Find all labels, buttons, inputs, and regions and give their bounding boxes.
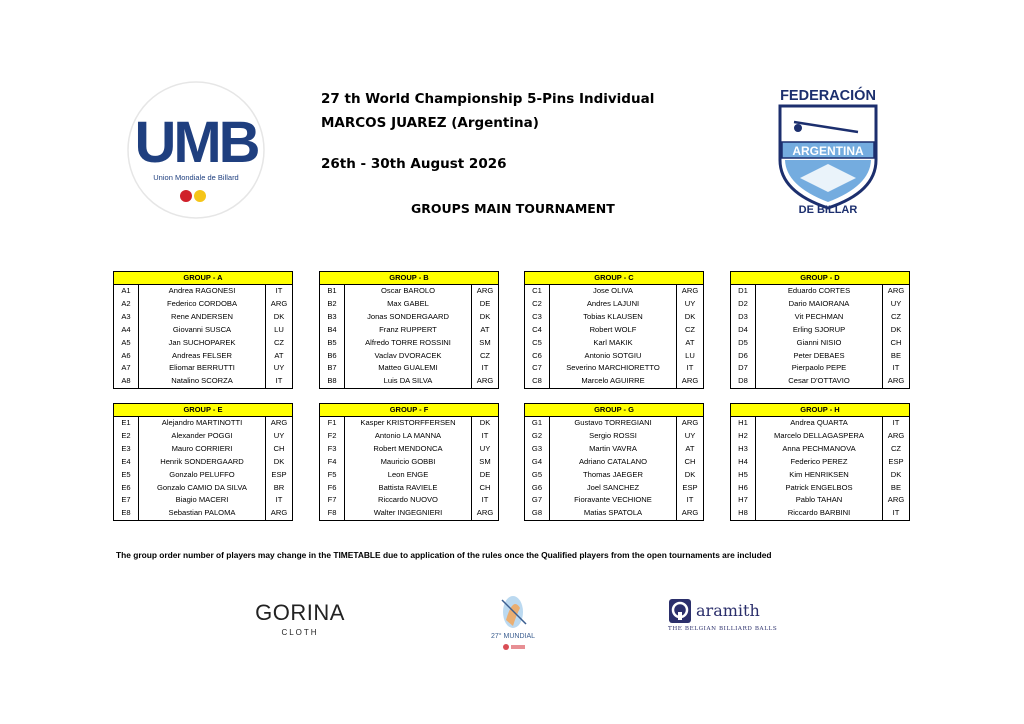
player-seed: E6: [114, 482, 139, 495]
player-seed: A4: [114, 324, 139, 337]
player-nation: IT: [677, 494, 704, 507]
player-seed: B7: [320, 362, 345, 375]
player-nation: CH: [883, 337, 910, 350]
aramith-logo: [668, 598, 808, 638]
player-row: [114, 494, 292, 507]
player-row: [320, 362, 498, 375]
player-name: Jonas SONDERGAARD: [367, 311, 449, 321]
player-nation: CH: [472, 482, 499, 495]
player-row: [731, 324, 909, 337]
fab-band-text: ARGENTINA: [792, 144, 864, 158]
player-nation: ARG: [472, 507, 499, 520]
player-row: [320, 494, 498, 507]
player-name: Martin VAVRA: [589, 443, 637, 453]
player-seed: C7: [525, 362, 550, 375]
player-name: Andreas FELSER: [172, 350, 232, 360]
player-row: [731, 482, 909, 495]
player-seed: B1: [320, 285, 345, 298]
group-title: GROUP - A: [114, 272, 292, 285]
player-nation: ARG: [883, 430, 910, 443]
player-seed: E7: [114, 494, 139, 507]
player-seed: G7: [525, 494, 550, 507]
player-name: Natalino SCORZA: [171, 376, 233, 386]
player-seed: G6: [525, 482, 550, 495]
player-row: [320, 324, 498, 337]
player-row: [731, 456, 909, 469]
player-row: [525, 507, 703, 520]
player-row: [114, 285, 292, 298]
fab-top-text: FEDERACIÓN: [780, 88, 876, 104]
player-seed: H8: [731, 507, 756, 520]
player-nation: AT: [677, 443, 704, 456]
player-name: Antonio LA MANNA: [374, 430, 442, 440]
player-seed: H4: [731, 456, 756, 469]
player-row: [320, 456, 498, 469]
player-row: [731, 443, 909, 456]
group-table: [113, 403, 293, 521]
player-nation: DE: [472, 298, 499, 311]
player-seed: C2: [525, 298, 550, 311]
player-name: Vaclav DVORACEK: [374, 350, 442, 360]
player-seed: A6: [114, 350, 139, 363]
player-seed: C6: [525, 350, 550, 363]
player-seed: D6: [731, 350, 756, 363]
player-row: [320, 443, 498, 456]
group-title: GROUP - B: [320, 272, 498, 285]
player-seed: B6: [320, 350, 345, 363]
player-nation: AT: [677, 337, 704, 350]
player-seed: A1: [114, 285, 139, 298]
gorina-sub: CLOTH: [281, 628, 319, 637]
player-name: Andrea RAGONESI: [168, 286, 236, 295]
player-name: Eduardo CORTES: [787, 286, 851, 295]
player-seed: D3: [731, 311, 756, 324]
player-seed: H5: [731, 469, 756, 482]
player-seed: D5: [731, 337, 756, 350]
player-nation: IT: [472, 494, 499, 507]
player-seed: A7: [114, 362, 139, 375]
player-row: [525, 311, 703, 324]
player-name: Severino MARCHIORETTO: [566, 363, 660, 373]
player-name: Thomas JAEGER: [583, 469, 643, 479]
player-name: Anna PECHMANOVA: [782, 443, 856, 453]
player-seed: C8: [525, 375, 550, 388]
player-nation: IT: [883, 417, 910, 430]
player-name: Andres LAJUNI: [586, 298, 640, 308]
player-seed: B5: [320, 337, 345, 350]
player-name: Tobias KLAUSEN: [583, 311, 643, 321]
fab-bottom-text: DE BILLAR: [798, 204, 858, 216]
player-name: Marcelo DELLAGASPERA: [774, 430, 864, 440]
group-table: [730, 403, 910, 521]
player-seed: A2: [114, 298, 139, 311]
player-nation: DK: [266, 456, 293, 469]
player-nation: BE: [883, 350, 910, 363]
section-heading: GROUPS MAIN TOURNAMENT: [411, 201, 615, 216]
group-title: GROUP - D: [731, 272, 909, 285]
player-nation: SM: [472, 456, 499, 469]
group-title: GROUP - G: [525, 404, 703, 417]
player-nation: UY: [266, 430, 293, 443]
player-seed: H2: [731, 430, 756, 443]
player-nation: DK: [472, 417, 499, 430]
player-name: Antonio SOTGIU: [584, 350, 642, 360]
player-name: Kim HENRIKSEN: [789, 469, 849, 479]
player-seed: H7: [731, 494, 756, 507]
player-name: Gianni NISIO: [796, 337, 842, 347]
player-seed: C5: [525, 337, 550, 350]
player-row: [114, 350, 292, 363]
group-title: GROUP - H: [731, 404, 909, 417]
player-name: Robert MENDONCA: [373, 443, 443, 453]
player-row: [525, 494, 703, 507]
player-name: Luis DA SILVA: [383, 376, 433, 386]
player-nation: LU: [677, 350, 704, 363]
player-name: Eliomar BERRUTTI: [169, 363, 235, 373]
player-name: Erling SJORUP: [792, 324, 846, 334]
player-row: [114, 362, 292, 375]
player-row: [525, 469, 703, 482]
player-nation: IT: [472, 430, 499, 443]
player-row: [525, 362, 703, 375]
player-name: Peter DEBAES: [793, 350, 845, 360]
player-name: Cesar D'OTTAVIO: [788, 376, 850, 386]
group-table: [524, 403, 704, 521]
player-nation: UY: [677, 298, 704, 311]
player-nation: ARG: [472, 285, 499, 298]
player-nation: IT: [677, 362, 704, 375]
player-name: Gustavo TORREGIANI: [574, 418, 652, 427]
player-row: [731, 311, 909, 324]
player-name: Biagio MACERI: [175, 495, 229, 505]
player-row: [114, 337, 292, 350]
player-nation: DK: [266, 311, 293, 324]
umb-text: Union Mondiale de Billard: [153, 173, 239, 182]
player-nation: IT: [266, 285, 293, 298]
player-name: Karl MAKIK: [593, 337, 633, 347]
fab-logo: [772, 80, 884, 216]
player-nation: ARG: [883, 494, 910, 507]
group-table: [319, 271, 499, 389]
player-nation: AT: [472, 324, 499, 337]
player-nation: IT: [266, 494, 293, 507]
player-row: [320, 417, 498, 430]
player-nation: IT: [266, 375, 293, 388]
player-name: Gonzalo CAMIO DA SILVA: [156, 482, 248, 492]
player-nation: SM: [472, 337, 499, 350]
player-seed: F6: [320, 482, 345, 495]
mundial-text: 27° MUNDIAL: [490, 633, 536, 640]
player-row: [320, 350, 498, 363]
player-seed: B2: [320, 298, 345, 311]
player-name: Max GABEL: [387, 298, 429, 308]
player-seed: B8: [320, 375, 345, 388]
player-row: [320, 285, 498, 298]
player-nation: IT: [472, 362, 499, 375]
umb-logo: [126, 80, 266, 220]
player-row: [320, 375, 498, 388]
player-seed: B3: [320, 311, 345, 324]
player-nation: IT: [883, 362, 910, 375]
svg-text:UMB: UMB: [134, 110, 258, 175]
player-seed: E5: [114, 469, 139, 482]
player-nation: CH: [677, 456, 704, 469]
player-nation: ESP: [677, 482, 704, 495]
player-row: [731, 375, 909, 388]
player-name: Federico CORDOBA: [166, 298, 238, 308]
player-seed: A3: [114, 311, 139, 324]
player-row: [320, 482, 498, 495]
player-nation: ARG: [677, 375, 704, 388]
player-row: [114, 298, 292, 311]
player-seed: F1: [320, 417, 345, 430]
player-name: Kasper KRISTORFFERSEN: [360, 418, 456, 427]
championship-title: 27 th World Championship 5-Pins Individual: [321, 91, 655, 107]
player-seed: F8: [320, 507, 345, 520]
player-nation: ARG: [472, 375, 499, 388]
player-nation: BR: [266, 482, 293, 495]
player-name: Robert WOLF: [589, 324, 637, 334]
player-nation: BE: [883, 482, 910, 495]
player-seed: E1: [114, 417, 139, 430]
player-row: [731, 430, 909, 443]
player-nation: DK: [677, 311, 704, 324]
player-name: Vit PECHMAN: [794, 311, 844, 321]
player-name: Riccardo NUOVO: [378, 495, 438, 505]
player-row: [525, 430, 703, 443]
venue-title: MARCOS JUAREZ (Argentina): [321, 115, 539, 131]
player-nation: UY: [677, 430, 704, 443]
player-nation: CH: [266, 443, 293, 456]
player-row: [114, 430, 292, 443]
player-seed: G1: [525, 417, 550, 430]
player-seed: F5: [320, 469, 345, 482]
player-nation: ESP: [883, 456, 910, 469]
player-row: [114, 417, 292, 430]
mundial-logo: [484, 590, 542, 654]
player-name: Battista RAVIELE: [378, 482, 438, 492]
player-name: Joel SANCHEZ: [586, 482, 640, 492]
gorina-logo: [250, 600, 350, 644]
player-row: [114, 324, 292, 337]
player-seed: C3: [525, 311, 550, 324]
player-nation: DK: [472, 311, 499, 324]
player-nation: DE: [472, 469, 499, 482]
player-seed: F2: [320, 430, 345, 443]
group-table: [730, 271, 910, 389]
player-row: [320, 337, 498, 350]
player-seed: G4: [525, 456, 550, 469]
player-seed: E4: [114, 456, 139, 469]
player-seed: E3: [114, 443, 139, 456]
player-nation: DK: [883, 324, 910, 337]
player-row: [114, 375, 292, 388]
player-seed: A8: [114, 375, 139, 388]
player-row: [525, 375, 703, 388]
player-row: [731, 494, 909, 507]
player-row: [114, 443, 292, 456]
player-nation: ESP: [266, 469, 293, 482]
player-nation: AT: [266, 350, 293, 363]
player-row: [731, 362, 909, 375]
player-row: [525, 456, 703, 469]
group-title: GROUP - C: [525, 272, 703, 285]
player-nation: ARG: [883, 375, 910, 388]
footer-note: The group order number of players may change in the TIMETABLE due to application of the rules once the Qualified players from the open tournaments are included: [116, 550, 772, 560]
player-row: [731, 469, 909, 482]
player-row: [731, 350, 909, 363]
player-row: [320, 298, 498, 311]
player-nation: CZ: [266, 337, 293, 350]
player-name: Alejandro MARTINOTTI: [161, 418, 243, 427]
player-seed: H1: [731, 417, 756, 430]
player-name: Leon ENGE: [387, 469, 429, 479]
player-row: [731, 285, 909, 298]
player-nation: UY: [266, 362, 293, 375]
player-row: [731, 507, 909, 520]
player-name: Mauricio GOBBI: [380, 456, 436, 466]
player-seed: D4: [731, 324, 756, 337]
player-nation: CZ: [677, 324, 704, 337]
player-seed: H3: [731, 443, 756, 456]
player-row: [525, 417, 703, 430]
player-nation: ARG: [677, 507, 704, 520]
player-seed: E2: [114, 430, 139, 443]
player-seed: H6: [731, 482, 756, 495]
player-row: [320, 430, 498, 443]
player-seed: G8: [525, 507, 550, 520]
player-row: [525, 285, 703, 298]
player-row: [114, 311, 292, 324]
player-name: Federico PEREZ: [790, 456, 848, 466]
event-dates: 26th - 30th August 2026: [321, 156, 507, 172]
group-table: [524, 271, 704, 389]
player-seed: E8: [114, 507, 139, 520]
player-name: Jose OLIVA: [593, 286, 633, 295]
player-seed: D8: [731, 375, 756, 388]
player-name: Andrea QUARTA: [790, 418, 848, 427]
player-name: Dario MAIORANA: [788, 298, 850, 308]
player-seed: C1: [525, 285, 550, 298]
player-seed: F4: [320, 456, 345, 469]
player-name: Mauro CORRIERI: [171, 443, 233, 453]
player-name: Riccardo BARBINI: [787, 508, 851, 518]
player-row: [525, 337, 703, 350]
player-seed: D7: [731, 362, 756, 375]
group-title: GROUP - E: [114, 404, 292, 417]
player-nation: ARG: [677, 417, 704, 430]
player-row: [114, 507, 292, 520]
player-nation: DK: [883, 469, 910, 482]
player-name: Pablo TAHAN: [795, 495, 843, 505]
player-name: Sebastian PALOMA: [168, 508, 236, 518]
player-nation: UY: [472, 443, 499, 456]
player-name: Gonzalo PELUFFO: [169, 469, 235, 479]
player-nation: LU: [266, 324, 293, 337]
player-name: Alfredo TORRE ROSSINI: [365, 337, 451, 347]
player-seed: A5: [114, 337, 139, 350]
player-name: Pierpaolo PEPE: [791, 363, 847, 373]
player-seed: B4: [320, 324, 345, 337]
group-table: [319, 403, 499, 521]
player-nation: CZ: [472, 350, 499, 363]
player-row: [525, 443, 703, 456]
player-name: Jan SUCHOPAREK: [168, 337, 236, 347]
player-nation: ARG: [266, 417, 293, 430]
player-nation: ARG: [266, 298, 293, 311]
player-nation: DK: [677, 469, 704, 482]
player-name: Henrik SONDERGAARD: [160, 456, 244, 466]
player-row: [525, 324, 703, 337]
player-row: [731, 337, 909, 350]
player-seed: G2: [525, 430, 550, 443]
player-name: Alexander POGGI: [171, 430, 233, 440]
player-name: Matteo GUALEMI: [378, 363, 438, 373]
player-name: Adriano CATALANO: [578, 456, 648, 466]
player-nation: UY: [883, 298, 910, 311]
player-row: [114, 482, 292, 495]
player-name: Rene ANDERSEN: [170, 311, 234, 321]
player-seed: D1: [731, 285, 756, 298]
player-nation: CZ: [883, 311, 910, 324]
group-title: GROUP - F: [320, 404, 498, 417]
player-nation: ARG: [677, 285, 704, 298]
aramith-tagline: THE BELGIAN BILLIARD BALLS: [668, 626, 778, 632]
player-seed: G5: [525, 469, 550, 482]
player-name: Franz RUPPERT: [379, 324, 437, 334]
player-row: [525, 298, 703, 311]
player-row: [525, 350, 703, 363]
player-row: [731, 417, 909, 430]
player-name: Marcelo AGUIRRE: [581, 376, 645, 386]
player-nation: IT: [883, 507, 910, 520]
player-nation: ARG: [883, 285, 910, 298]
player-seed: C4: [525, 324, 550, 337]
player-name: Giovanni SUSCA: [172, 324, 232, 334]
player-name: Sergio ROSSI: [589, 430, 637, 440]
group-table: [113, 271, 293, 389]
player-nation: ARG: [266, 507, 293, 520]
player-row: [731, 298, 909, 311]
player-seed: F3: [320, 443, 345, 456]
player-seed: G3: [525, 443, 550, 456]
player-seed: F7: [320, 494, 345, 507]
player-row: [525, 482, 703, 495]
player-row: [320, 311, 498, 324]
player-name: Matias SPATOLA: [583, 508, 643, 518]
player-name: Fioravante VECHIONE: [574, 495, 652, 505]
player-nation: CZ: [883, 443, 910, 456]
player-name: Walter INGEGNIERI: [373, 508, 443, 518]
player-row: [320, 507, 498, 520]
player-name: Oscar BAROLO: [380, 286, 435, 295]
aramith-name: aramith: [696, 601, 760, 620]
player-row: [114, 469, 292, 482]
player-row: [114, 456, 292, 469]
player-row: [320, 469, 498, 482]
player-name: Patrick ENGELBOS: [785, 482, 853, 492]
gorina-name: GORINA: [255, 600, 345, 625]
player-seed: D2: [731, 298, 756, 311]
